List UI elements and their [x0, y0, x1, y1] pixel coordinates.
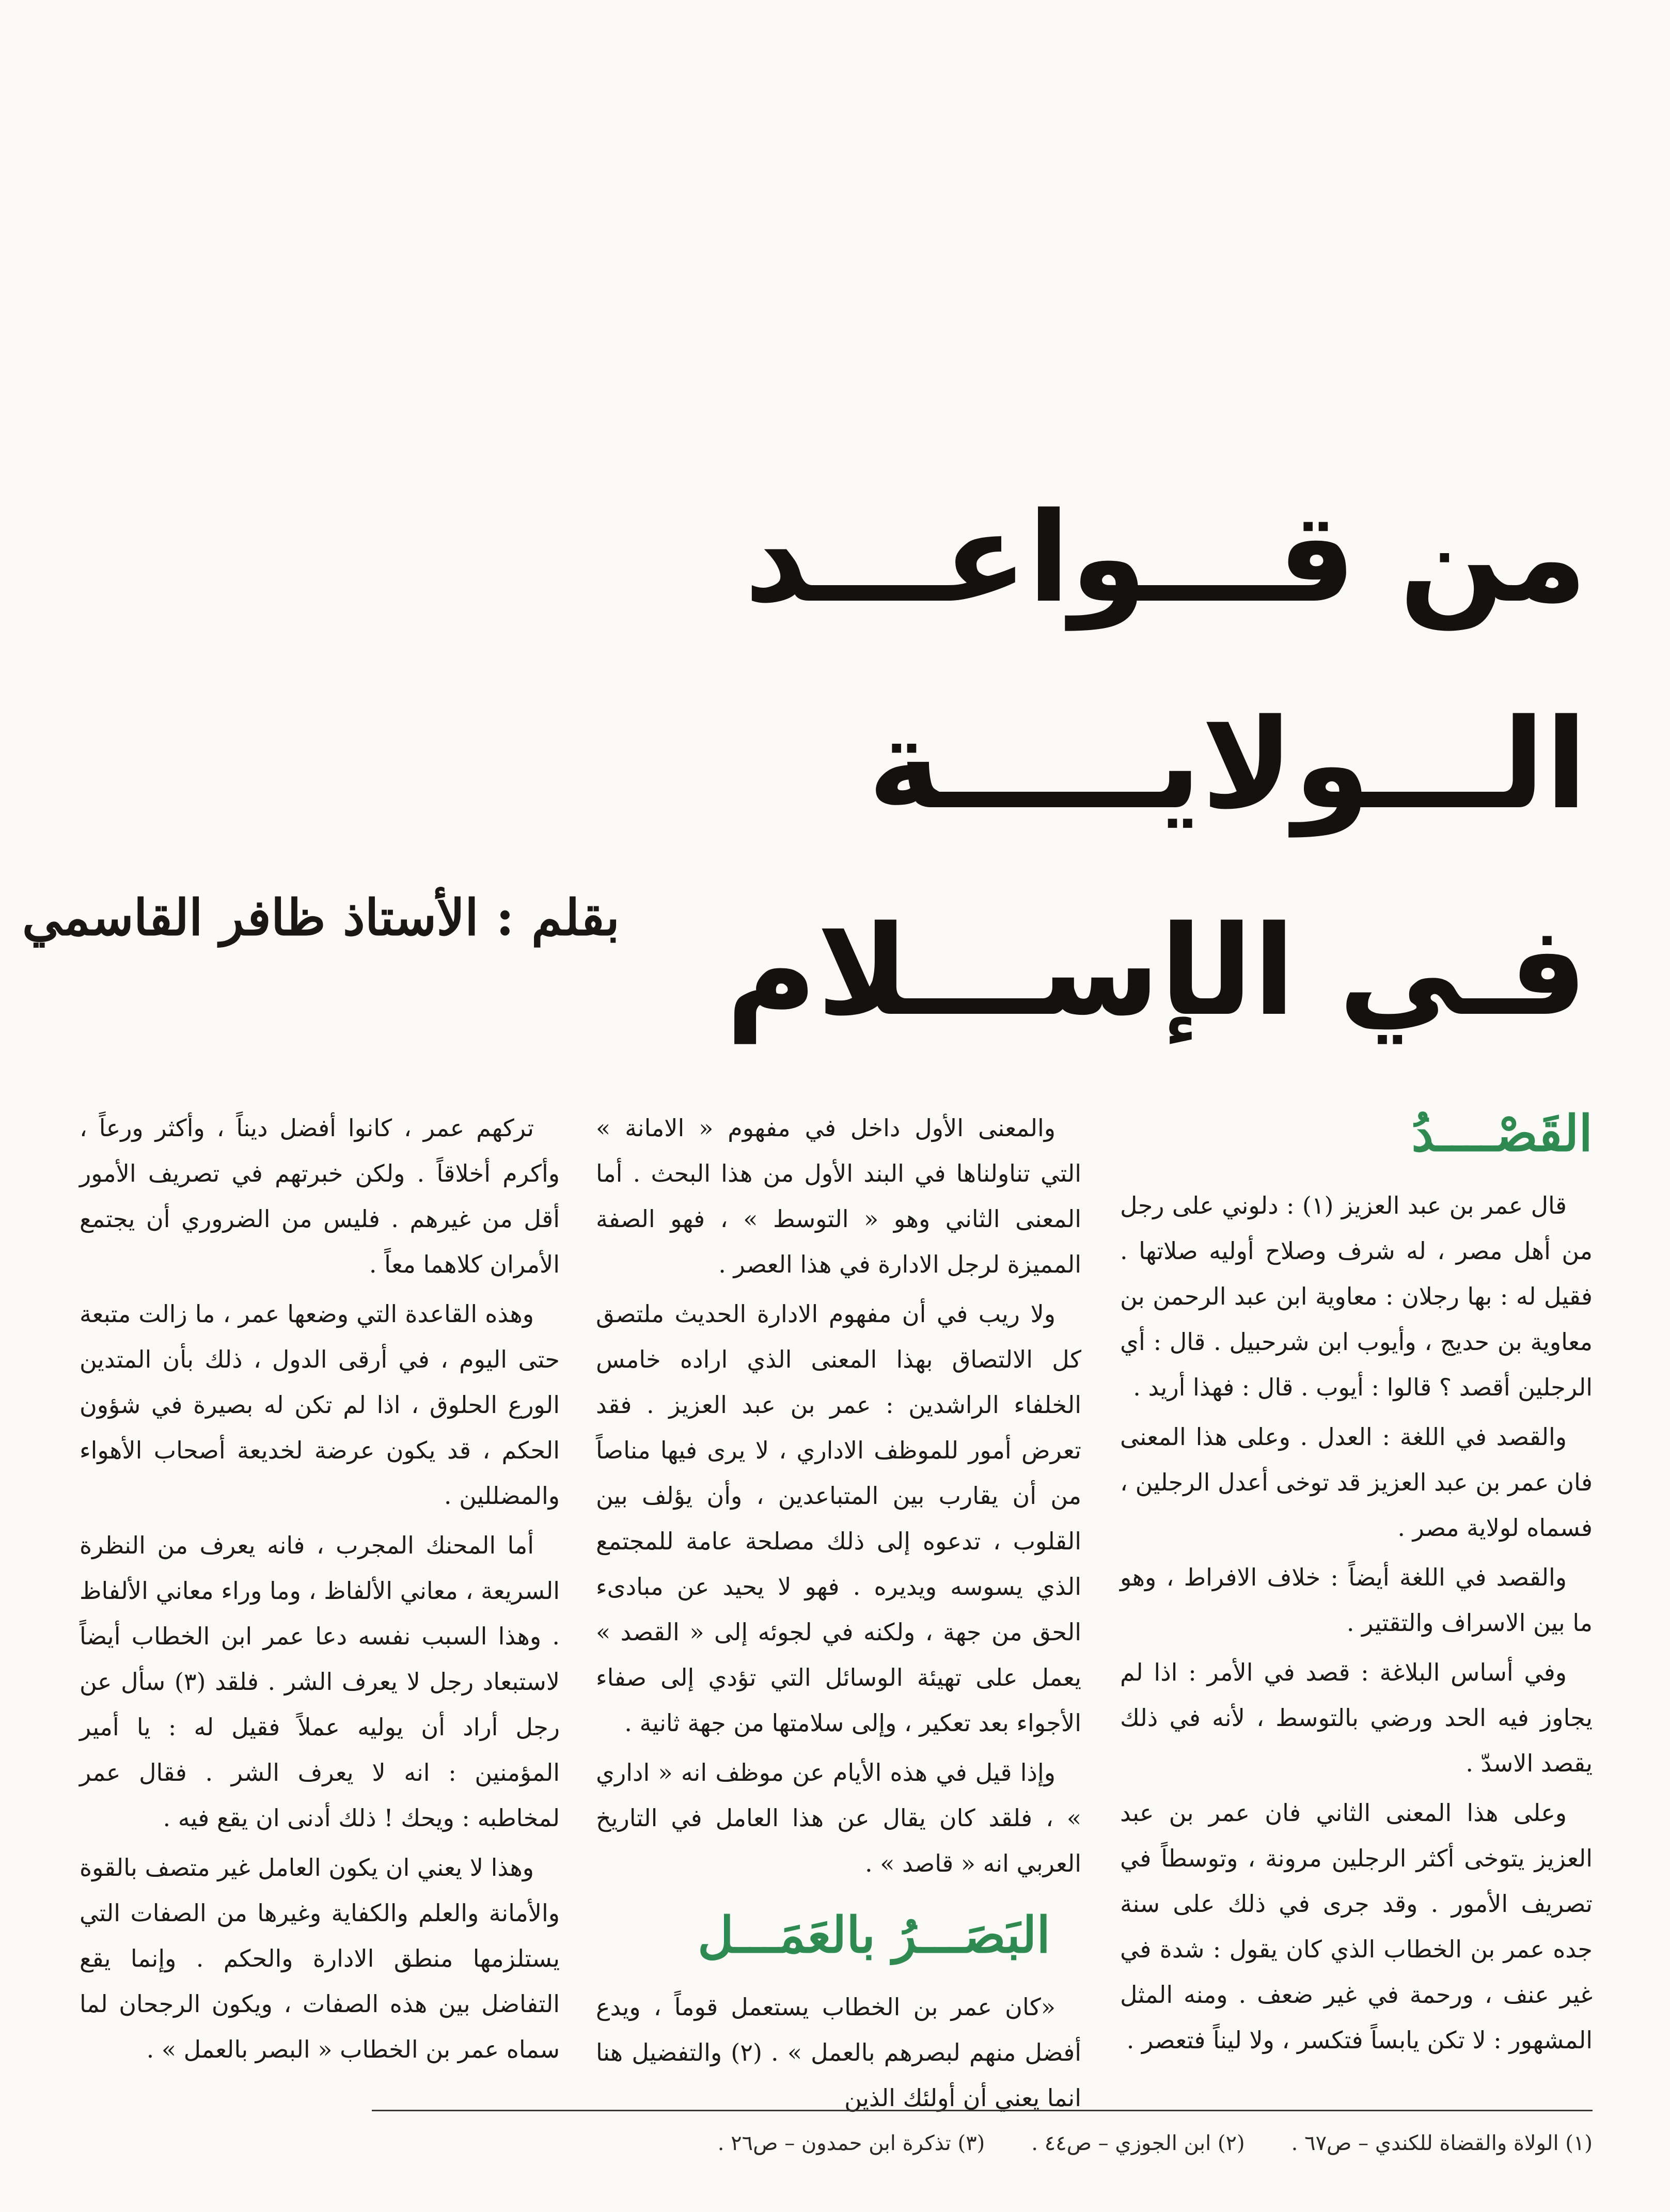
- column-right: [1120, 1105, 1593, 2067]
- paragraph: تركهم عمر ، كانوا أفضل ديناً ، وأكثر ورعاً ، وأكرم أخلاقاً . ولكن خبرتهم في تصريف الأمور أقل من غيرهم . فليس من الضروري أن يجتمع الأمران كلاهما معاً .: [80, 1114, 560, 1278]
- column-middle: [596, 1105, 1081, 2125]
- title-line-2: الـــولايـــــة: [868, 692, 1587, 837]
- paragraph: وهذه القاعدة التي وضعها عمر ، ما زالت متبعة حتى اليوم ، في أرقى الدول ، ذلك بأن المتدين الورع الحلوق ، اذا لم تكن له بصيرة في شؤون الحكم ، قد يكون عرضة لخديعة أصحاب الأهواء والمضللين .: [80, 1300, 560, 1510]
- paragraph: وهذا لا يعني ان يكون العامل غير متصف بالقوة والأمانة والعلم والكفاية وغيرها من الصفات التي يستلزمها منطق الادارة والحكم . وإنما يقع التفاضل بين هذه الصفات ، ويكون الرجحان لما سماه عمر بن الخطاب « البصر بالعمل » .: [80, 1854, 560, 2063]
- paragraph: وإذا قيل في هذه الأيام عن موظف انه « اداري » ، فلقد كان يقال عن هذا العامل في التاريخ العربي انه « قاصد » .: [596, 1759, 1081, 1877]
- section-heading-basar: البَصَـــرُ بالعَمَـــل: [697, 1906, 1050, 1964]
- paragraph: أما المحنك المجرب ، فانه يعرف من النظرة السريعة ، معاني الألفاظ ، وما وراء معاني الألفاظ . وهذا السبب نفسه دعا عمر ابن الخطاب أيضاً لاستبعاد رجل لا يعرف الشر . فلقد (٣) سأل عن رجل أراد أن يوليه عملاً فقيل له : يا أمير المؤمنين : انه لا يعرف الشر . فقال عمر لمخاطبه : ويحك ! ذلك أدنى ان يقع فيه .: [80, 1531, 560, 1832]
- footnote-2: (٢) ابن الجوزي – ص٤٤ .: [1031, 2131, 1245, 2155]
- paragraph: قال عمر بن عبد العزيز (١) : دلوني على رجل من أهل مصر ، له شرف وصلاح أوليه صلاتها . فقيل له : بها رجلان : معاوية ابن عبد الرحمن بن معاوية بن حديج ، وأيوب ابن شرحبيل . قال : أي الرجلين أقصد ؟ قالوا : أيوب . قال : فهذا أريد .: [1120, 1191, 1593, 1401]
- paragraph: والقصد في اللغة : العدل . وعلى هذا المعنى فان عمر بن عبد العزيز قد توخى أعدل الرجلين ، فسماه لولاية مصر .: [1120, 1423, 1593, 1542]
- paragraph: وعلى هذا المعنى الثاني فان عمر بن عبد العزيز يتوخى أكثر الرجلين مرونة ، وتوسطاً في تصريف الأمور . وقد جرى في ذلك على سنة جده عمر بن الخطاب الذي كان يقول : شدة في غير عنف ، ورحمة في غير ضعف . ومنه المثل المشهور : لا تكن يابساً فتكسر ، ولا ليناً فتعصر .: [1120, 1799, 1593, 2054]
- footnote-divider: [372, 2110, 1593, 2111]
- paragraph: وفي أساس البلاغة : قصد في الأمر : اذا لم يجاوز فيه الحد ورضي بالتوسط ، لأنه في ذلك يقصد الاسدّ .: [1120, 1658, 1593, 1777]
- section-heading-qasd: القَصْــــدُ: [1411, 1104, 1593, 1163]
- footnote-3: (٣) تذكرة ابن حمدون – ص٢٦ .: [717, 2131, 985, 2155]
- paragraph: «كان عمر بن الخطاب يستعمل قوماً ، ويدع أفضل منهم لبصرهم بالعمل » . (٢) والتفضيل هنا انما يعني أن أولئك الذين: [596, 1993, 1081, 2112]
- column-left: [80, 1105, 560, 2076]
- paragraph: ولا ريب في أن مفهوم الادارة الحديث ملتصق كل الالتصاق بهذا المعنى الذي اراده خامس الخلفاء الراشدين : عمر بن عبد العزيز . فقد تعرض أمور للموظف الاداري ، لا يرى فيها مناصاً من أن يقارب بين المتباعدين ، وأن يؤلف بين القلوب ، تدعوه إلى ذلك مصلحة عامة للمجتمع الذي يسوسه ويديره . فهو لا يحيد عن مبادىء الحق من جهة ، ولكنه في لجوئه إلى « القصد » يعمل على تهيئة الوسائل التي تؤدي إلى صفاء الأجواء بعد تعكير ، وإلى سلامتها من جهة ثانية .: [596, 1300, 1081, 1737]
- title-line-3: فـي الإســـلام: [726, 899, 1587, 1043]
- paragraph: والمعنى الأول داخل في مفهوم « الامانة » التي تناولناها في البند الأول من هذا البحث . أما المعنى الثاني وهو « التوسط » ، فهو الصفة المميزة لرجل الادارة في هذا العصر .: [596, 1114, 1081, 1278]
- title-line-1: من قـــواعـــد: [744, 485, 1587, 630]
- footnotes: [95, 2128, 1593, 2159]
- article-title: [726, 454, 1587, 1074]
- author-byline: بقلم : الأستاذ ظافر القاسمي: [22, 888, 620, 947]
- footnote-1: (١) الولاة والقضاة للكندي – ص٦٧ .: [1291, 2131, 1593, 2155]
- paragraph: والقصد في اللغة أيضاً : خلاف الافراط ، وهو ما بين الاسراف والتقتير .: [1120, 1563, 1593, 1637]
